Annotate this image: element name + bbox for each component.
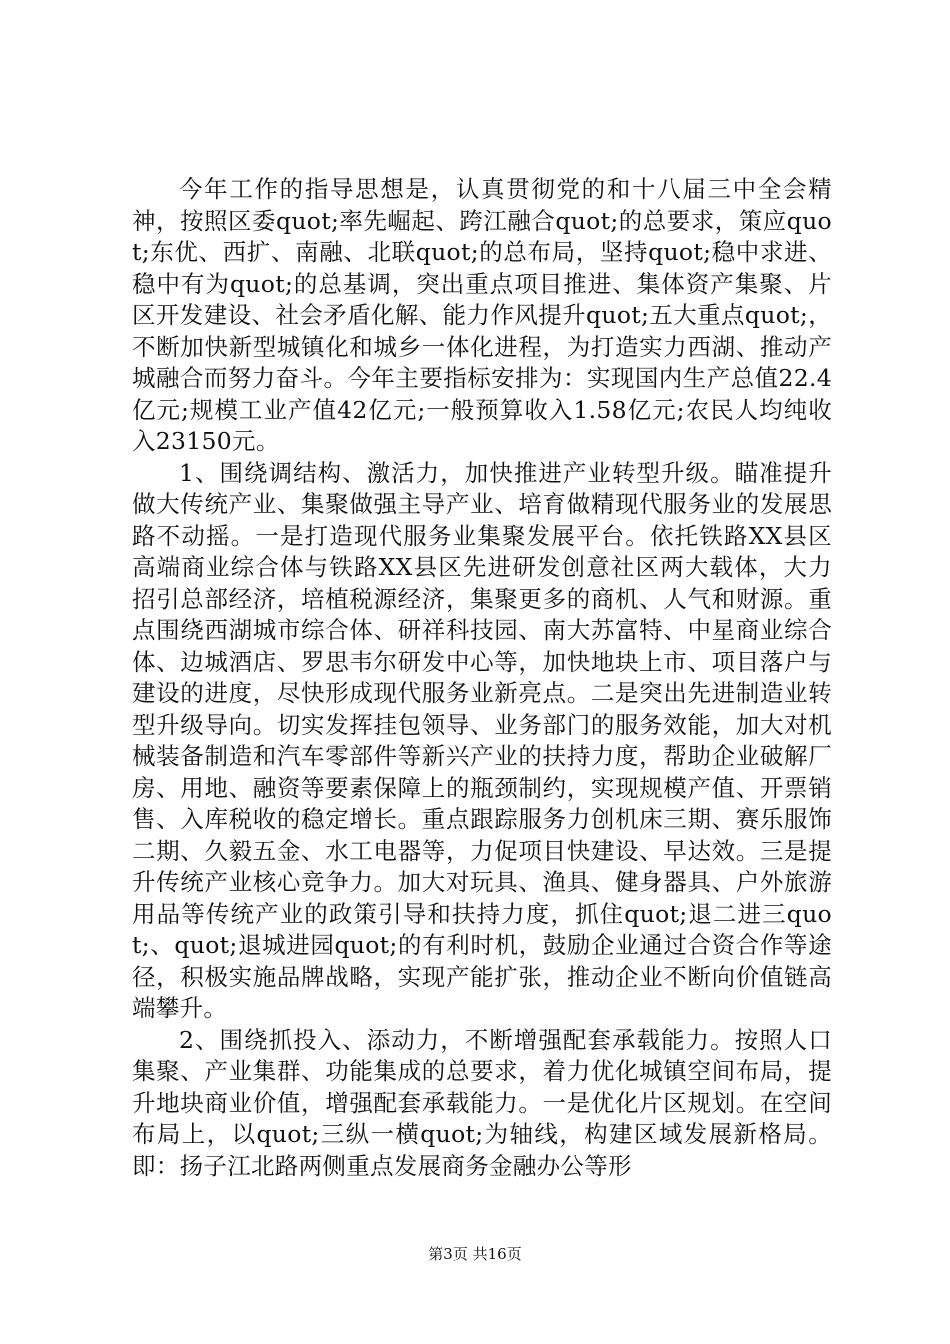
page-number-footer: 第3页 共16页: [428, 1245, 522, 1263]
document-body: [132, 174, 832, 1182]
paragraph-guiding-thought: 今年工作的指导思想是，认真贯彻党的和十八届三中全会精神，按照区委quot;率先崛起、跨江融合quot;的总要求，策应quot;东优、西扩、南融、北联quot;的总布局，坚持quot;稳中求进、稳中有为quot;的总基调，突出重点项目推进、集体资产集聚、片区开发建设、社会矛盾化解、能力作风提升quot;五大重点quot;，不断加快新型城镇化和城乡一体化进程，为打造实力西湖、推动产城融合而努力奋斗。今年主要指标安排为：实现国内生产总值22.4亿元;规模工业产值42亿元;一般预算收入1.58亿元;农民人均纯收入23150元。: [132, 175, 832, 455]
paragraph-industrial-upgrade: 1、围绕调结构、激活力，加快推进产业转型升级。瞄准提升做大传统产业、集聚做强主导产业、培育做精现代服务业的发展思路不动摇。一是打造现代服务业集聚发展平台。依托铁路XX县区高端商业综合体与铁路XX县区先进研发创意社区两大载体，大力招引总部经济，培植税源经济，集聚更多的商机、人气和财源。重点围绕西湖城市综合体、研祥科技园、南大苏富特、中星商业综合体、边城酒店、罗思韦尔研发中心等，加快地块上市、项目落户与建设的进度，尽快形成现代服务业新亮点。二是突出先进制造业转型升级导向。切实发挥挂包领导、业务部门的服务效能，加大对机械装备制造和汽车零部件等新兴产业的扶持力度，帮助企业破解厂房、用地、融资等要素保障上的瓶颈制约，实现规模产值、开票销售、入库税收的稳定增长。重点跟踪服务力创机床三期、赛乐服饰二期、久毅五金、水工电器等，力促项目快建设、早达效。三是提升传统产业核心竞争力。加大对玩具、渔具、健身器具、户外旅游用品等传统产业的政策引导和扶持力度，抓住quot;退二进三quot;、quot;退城进园quot;的有利时机，鼓励企业通过合资合作等途径，积极实施品牌战略，实现产能扩张，推动企业不断向价值链高端攀升。: [132, 458, 832, 1022]
paragraph-investment-capacity: 2、围绕抓投入、添动力，不断增强配套承载能力。按照人口集聚、产业集群、功能集成的总要求，着力优化城镇空间布局，提升地块商业价值，增强配套承载能力。一是优化片区规划。在空间布局上，以quot;三纵一横quot;为轴线，构建区域发展新格局。即：扬子江北路两侧重点发展商务金融办公等形: [132, 1025, 832, 1180]
